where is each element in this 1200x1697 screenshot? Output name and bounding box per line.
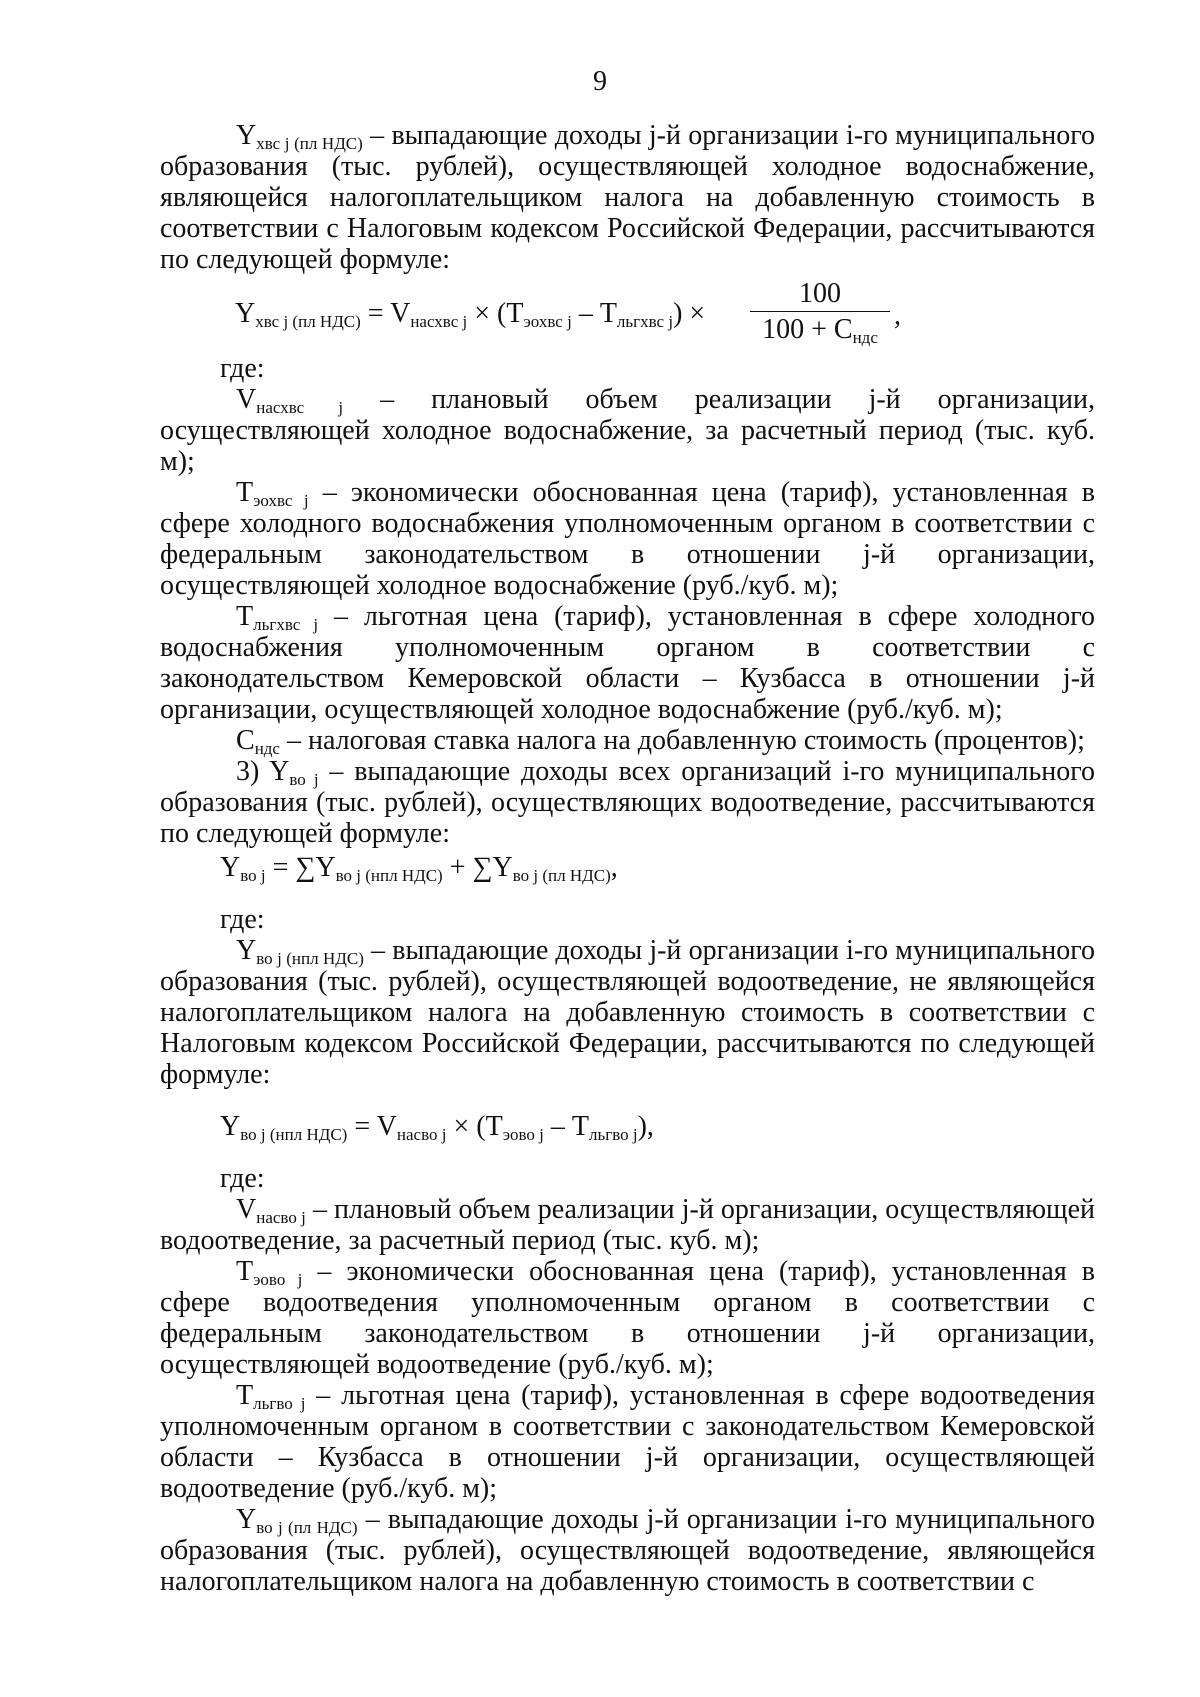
paragraph-tlgvo: $Т_{льгво j}$ – льготная цена (тариф), установленная в сфере водоотведения уполномоченным органом в соответствии с законодательством Кемеровской области – Кузбасса в отношении j-й организации, осуществляющей водоотведение (руб./куб. м); bbox=[160, 1380, 1096, 1504]
paragraph-snds: $С_{ндс}$ – налоговая ставка налога на добавленную стоимость (процентов); bbox=[236, 725, 1085, 758]
paragraph-tlghvs: $Т_{льгхвс j}$ – льготная цена (тариф), установленная в сфере холодного водоснабжения уполномоченным органом в соответствии с законодательством Кемеровской области – Кузбасса в отношении j-й организации, осуществляющей холодное водоснабжение (руб./куб. м); bbox=[160, 601, 1096, 725]
formula-yvo-npl: $Y_{во j (нпл НДС)} = V_{насво j} \times (Т_{эово j} - Т_{льгво j})$, bbox=[220, 1111, 654, 1144]
formula-yvo-sum: $Y_{во j} = \sum Y_{во j (нпл НДС)} + \sum Y_{во j (пл НДС)}$, bbox=[220, 852, 618, 885]
fraction: 100 $100 + С_{ндс}$ bbox=[750, 278, 890, 345]
formula-yhvs-pl: $Y_{хвс j (пл НДС)} = V_{насхвс j} \times (Т_{эохвс j} - Т_{льгхвс j})$ × 100 $100 + С_{ндс}$ , bbox=[235, 278, 901, 347]
where-label: где: bbox=[220, 353, 265, 384]
where-label: где: bbox=[220, 904, 265, 935]
page-number: 9 bbox=[593, 66, 607, 97]
paragraph-teovo: $Т_{эово j}$ – экономически обоснованная цена (тариф), установленная в сфере водоотведения уполномоченным органом в соответствии с федеральным законодательством в отношении j-й организации, осуществляющей водоотведение (руб./куб. м); bbox=[160, 1256, 1095, 1380]
document-body bbox=[160, 120, 1095, 1597]
paragraph-yhvs-pl: $Y_{хвс j (пл НДС)}$ – выпадающие доходы j-й организации i-го муниципального образования (тыс. рублей), осуществляющей холодное водоснабжение, являющейся налогоплательщиком налога на добавленную стоимость в соответствии с Налоговым кодексом Российской Федерации, рассчитываются по следующей формуле: bbox=[160, 120, 1095, 275]
paragraph-teohvs: $Т_{эохвс j}$ – экономически обоснованная цена (тариф), установленная в сфере холодного водоснабжения уполномоченным органом в соответствии с федеральным законодательством в отношении j-й организации, осуществляющей холодное водоснабжение (руб./куб. м); bbox=[160, 477, 1095, 601]
paragraph-yvo-npl: $Y_{во j (нпл НДС)}$ – выпадающие доходы j-й организации i-го муниципального образования (тыс. рублей), осуществляющей водоотведение, не являющейся налогоплательщиком налога на добавленную стоимость в соответствии с Налоговым кодексом Российской Федерации, рассчитываются по следующей формуле: bbox=[160, 935, 1095, 1090]
paragraph-yvo: 3) $Y_{во j}$ – выпадающие доходы всех организаций i-го муниципального образования (тыс. рублей), осуществляющих водоотведение, рассчитываются по следующей формуле: bbox=[160, 756, 1095, 849]
paragraph-vnasvo: $V_{насво j}$ – плановый объем реализации j-й организации, осуществляющей водоотведение, за расчетный период (тыс. куб. м); bbox=[160, 1194, 1095, 1256]
paragraph-yvo-pl: $Y_{во j (пл НДС)}$ – выпадающие доходы j-й организации i-го муниципального образования (тыс. рублей), осуществляющей водоотведение, являющейся налогоплательщиком налога на добавленную стоимость в соответствии с bbox=[160, 1504, 1096, 1597]
where-label: где: bbox=[220, 1163, 265, 1194]
paragraph-vnashvs: $V_{насхвс j}$ – плановый объем реализации j-й организации, осуществляющей холодное водоснабжение, за расчетный период (тыс. куб. м); bbox=[160, 384, 1095, 477]
